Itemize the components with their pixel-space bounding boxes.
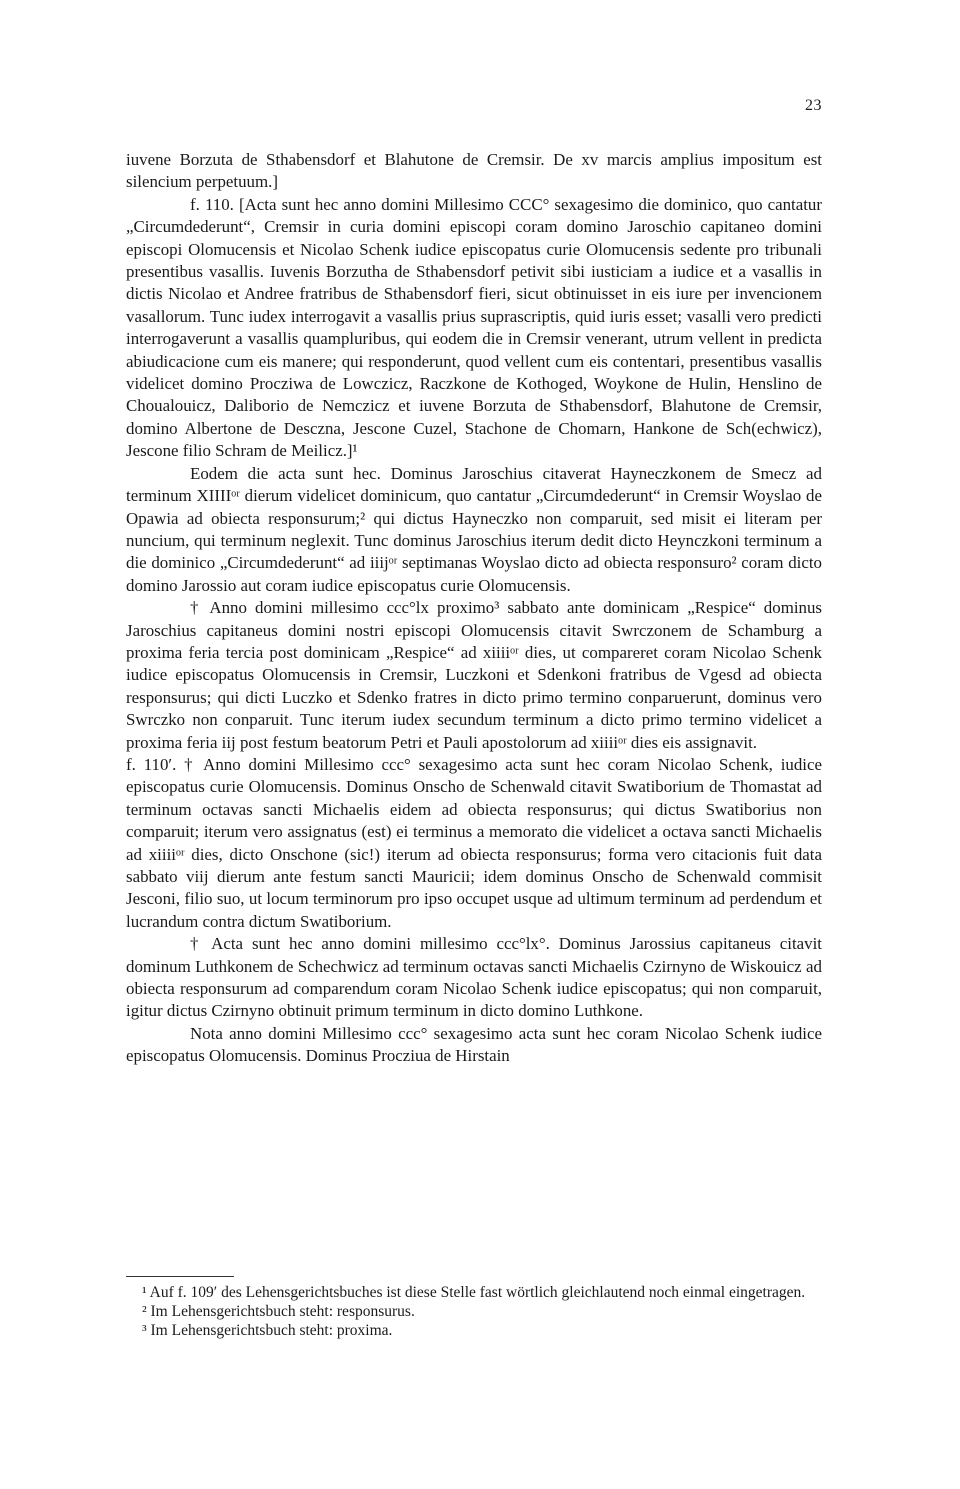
- paragraph-f110: f. 110. [Acta sunt hec anno domini Millesimo CCC° sexagesimo die dominico, quo cantatur „Circumdederunt“, Cremsir in curia domini episcopi coram domino Jaroschio capitaneo domini episcopi Olomucensis et Nicolao Schenk iudice episcopatus curie Olomucensis sedente pro tribunali presentibus vasallis. Iuvenis Borzutha de Sthabensdorf petivit sibi iusticiam a iudice et a vasallis in dictis Nicolao et Andree fratribus de Sthabensdorf fieri, sicut obtinuisset in eis iure per invencionem vasallorum. Tunc iudex interrogavit a vasallis prius suprascriptis, quid iuris esset; vasalli vero predicti interrogaverunt a vasallis quampluribus, qui eodem die in Cremsir venerant, utrum vellent in predicta abiudicacione cum eis manere; qui responderunt, quod vellent cum eis contentari, presentibus vasallis videlicet domino Procziwa de Lowczicz, Raczkone de Kothoged, Woykone de Hulin, Henslino de Choualouicz, Daliborio de Nemczicz et iuvene Borzuta de Sthabensdorf, Blahutone de Cremsir, domino Albertone de Desczna, Jescone Cuzel, Stachone de Chomarn, Hankone de Sch(echwicz), Jescone filio Schram de Meilicz.]¹: [126, 194, 822, 461]
- paragraph-acta-jarossius: † Acta sunt hec anno domini millesimo ccc°lx°. Dominus Jarossius capitaneus citavit dominum Luthkonem de Schechwicz ad terminum octavas sancti Michaelis Czirnyno de Wiskouicz ad obiecta responsurum ad comparendum coram Nicolao Schenk iudice episcopatus; qui non comparuit, igitur dictus Czirnyno obtinuit primum terminum in dicto domino Luthkone.: [126, 934, 822, 1021]
- footnote-2: ² Im Lehensgerichtsbuch steht: responsurus.: [142, 1303, 415, 1320]
- paragraph-f110-verso: f. 110′. † Anno domini Millesimo ccc° sexagesimo acta sunt hec coram Nicolao Schenk, iudice episcopatus curie Olomucensis. Dominus Onscho de Schenwald citavit Swatiborium de Thomastat ad terminum octavas sancti Michaelis eidem ad obiecta responsurus; qui dictus Swatiborius non comparuit; iterum vero assignatus (est) ei terminus a memorato die videlicet a octava sancti Michaelis ad xiiiiᵒʳ dies, dicto Onschone (sic!) iterum ad obiecta responsurus; forma vero citacionis fuit data sabbato viij dierum ante festum sancti Mauricii; idem dominus Onscho de Schenwald commisit Jesconi, filio suo, ut locum terminorum pro ipso occupet usque ad ultimum terminum ad perdendum et lucrandum contra dictum Swatiborium.: [126, 754, 822, 931]
- paragraph-continuation: iuvene Borzuta de Sthabensdorf et Blahutone de Cremsir. De xv marcis amplius impositum est silencium perpetuum.]: [126, 150, 822, 192]
- page-number: 23: [805, 97, 822, 114]
- paragraph-anno-respice: † Anno domini millesimo ccc°lx proximo³ sabbato ante dominicam „Respice“ dominus Jaroschius capitaneus domini nostri episcopi Olomucensis citavit Swrczonem de Schamburg a proxima feria tercia post dominicam „Respice“ ad xiiiiᵒʳ dies, ut compareret coram Nicolao Schenk iudice episcopatus Olomucensis in Cremsir, Luczkoni et Sdenkoni fratribus de Vgesd ad obiecta responsurus; qui dicti Luczko et Sdenko fratres in dicto primo termino conparuerunt, dominus vero Swrczko non conparuit. Tunc iterum iudex secundum terminum a dicto primo termino videlicet a proxima feria iij post festum beatorum Petri et Pauli apostolorum ad xiiiiᵒʳ dies eis assignavit.: [126, 598, 822, 752]
- paragraph-nota-anno: Nota anno domini Millesimo ccc° sexagesimo acta sunt hec coram Nicolao Schenk iudice episcopatus Olomucensis. Dominus Procziua de Hirstain: [126, 1023, 822, 1066]
- paragraph-eodem-die: Eodem die acta sunt hec. Dominus Jaroschius citaverat Hayneczkonem de Smecz ad terminum XIIIIᵒʳ dierum videlicet dominicum, quo cantatur „Circumdederunt“ in Cremsir Woyslao de Opawia ad obiecta responsurum;² qui dictus Hayneczko non comparuit, sed misit ei literam per nuncium, qui terminum neglexit. Tunc dominus Jaroschius iterum dedit dicto Heynczkoni terminum a die dominico „Circumdederunt“ ad iiijᵒʳ septimanas Woyslao dicto ad obiecta responsuro² coram dicto domino Jarossio aut coram iudice episcopatus curie Olomucensis.: [126, 463, 822, 595]
- main-text: [126, 149, 822, 1068]
- footnote-divider: [126, 1276, 234, 1277]
- footnote-1: ¹ Auf f. 109′ des Lehensgerichtsbuches ist diese Stelle fast wörtlich gleichlautend noch einmal eingetragen.: [142, 1284, 806, 1301]
- footnotes: [126, 1283, 822, 1340]
- footnote-3: ³ Im Lehensgerichtsbuch steht: proxima.: [142, 1322, 393, 1339]
